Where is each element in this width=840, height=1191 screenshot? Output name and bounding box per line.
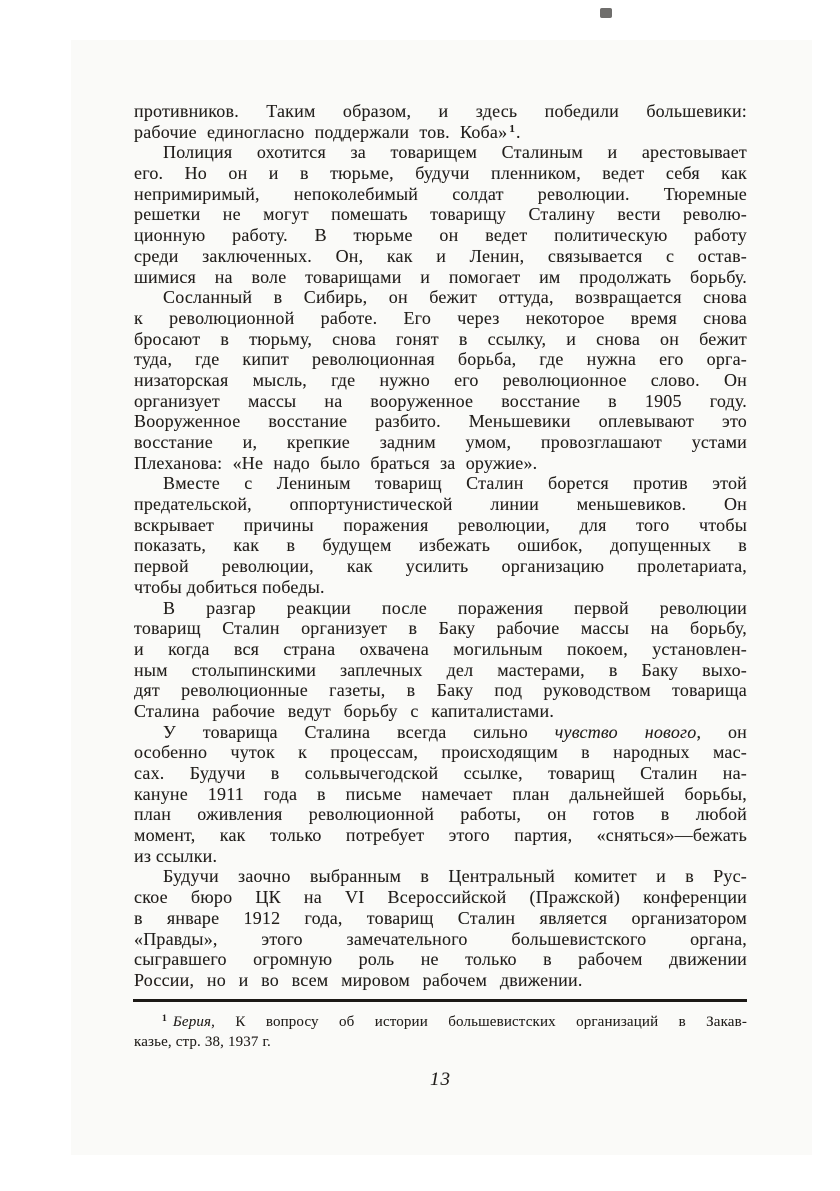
text-segment: Вооруженное восстание разбито. Меньшевики оплевывают это: [134, 411, 747, 432]
text-segment: и когда вся страна охвачена могильным покоем, установлен-: [134, 638, 747, 659]
text-segment: бросают в тюрьму, снова гонят в ссылку, и снова он бежит: [134, 328, 747, 349]
text-line: [134, 680, 747, 701]
text-segment: .: [516, 121, 521, 142]
text-line: [134, 866, 747, 887]
text-line: [134, 349, 747, 370]
text-line: [134, 453, 747, 474]
text-segment: вскрывает причины поражения революции, для того чтобы: [134, 514, 747, 535]
text-segment: Полиция охотится за товарищем Сталиным и арестовывает: [163, 142, 747, 163]
text-line: [134, 142, 747, 163]
text-segment: к революционной работе. Его через некоторое время снова: [134, 307, 747, 328]
paragraph: [134, 598, 747, 722]
text-line: [134, 742, 747, 763]
text-line: [134, 929, 747, 950]
text-segment: организует массы на вооруженное восстание в 1905 году.: [134, 390, 747, 411]
text-segment: ционную работу. В тюрьме он ведет политическую работу: [134, 225, 747, 246]
text-line: [134, 701, 747, 722]
text-line: [134, 970, 747, 991]
text-line: [134, 122, 747, 143]
text-segment: России, но и во всем мировом рабочем движении.: [134, 969, 583, 990]
text-segment: его. Но он и в тюрьме, будучи пленником, ведет себя как: [134, 163, 747, 184]
text-segment: Сосланный в Сибирь, он бежит оттуда, возвращается снова: [163, 287, 747, 308]
text-segment: Будучи заочно выбранным в Центральный комитет и в Рус-: [163, 866, 747, 887]
text-segment: первой революции, как усилить организацию пролетариата,: [134, 556, 747, 577]
text-line: [134, 370, 747, 391]
text-line: [134, 908, 747, 929]
text-line: [134, 163, 747, 184]
text-line: [134, 535, 747, 556]
footnote-marker: 1: [162, 1014, 167, 1024]
text-segment: шимися на воле товарищами и помогает им продолжать борьбу.: [134, 266, 747, 287]
text-segment: рабочие единогласно поддержали тов. Коба»: [134, 121, 508, 142]
text-segment: «Правды», этого замечательного большевистского органа,: [134, 928, 747, 949]
paragraph: [134, 101, 747, 142]
text-segment: низаторская мысль, где нужно его революционное слово. Он: [134, 369, 747, 390]
text-line: [134, 287, 747, 308]
text-line: [134, 846, 747, 867]
text-line: [134, 949, 747, 970]
text-line: [134, 722, 747, 743]
text-line: [134, 1033, 747, 1053]
text-line: [134, 618, 747, 639]
italic-text: Берия: [172, 1014, 212, 1030]
text-line: [134, 329, 747, 350]
text-segment: в январе 1912 года, товарищ Сталин является организатором: [134, 907, 747, 928]
text-segment: Плеханова: «Не надо было браться за оружие».: [134, 452, 538, 473]
text-line: [134, 1013, 747, 1033]
scan-artifact-speck: [600, 8, 612, 18]
text-segment: показать, как в будущем избежать ошибок, допущенных в: [134, 535, 747, 556]
text-segment: из ссылки.: [134, 845, 218, 866]
text-segment: противников. Таким образом, и здесь победили большевики:: [134, 101, 747, 121]
paragraph: [134, 473, 747, 597]
text-line: [134, 577, 747, 598]
text-line: [134, 184, 747, 205]
text-line: [134, 225, 747, 246]
text-line: [134, 784, 747, 805]
paragraph: [134, 142, 747, 287]
text-segment: казье, стр. 38, 1937 г.: [134, 1033, 271, 1050]
text-line: [134, 308, 747, 329]
text-segment: дят революционные газеты, в Баку под руководством товарища: [134, 680, 747, 701]
page-number: 13: [430, 1069, 451, 1090]
text-line: [134, 887, 747, 908]
text-line: [134, 804, 747, 825]
text-line: [134, 598, 747, 619]
text-segment: У товарища Сталина всегда сильно: [163, 721, 555, 742]
text-segment: Сталина рабочие ведут борьбу с капиталистами.: [134, 700, 555, 721]
text-segment: решетки не могут помешать товарищу Сталину вести револю-: [134, 204, 747, 225]
text-line: [134, 204, 747, 225]
text-line: [134, 639, 747, 660]
text-line: [134, 515, 747, 536]
text-segment: сыгравшего огромную роль не только в рабочем движении: [134, 949, 747, 970]
text-segment: восстание и, крепкие задним умом, провозглашают устами: [134, 432, 747, 452]
text-segment: , он: [696, 721, 747, 742]
text-line: [134, 494, 747, 515]
text-segment: план оживления революционной работы, он готов в любой: [134, 804, 747, 825]
footnote-rule: [133, 999, 747, 1002]
text-line: [134, 101, 747, 122]
text-segment: товарищ Сталин организует в Баку рабочие массы на борьбу,: [134, 618, 747, 639]
text-line: [134, 660, 747, 681]
text-line: [134, 267, 747, 288]
text-segment: ным столыпинскими заплечных дел мастерами, в Баку выхо-: [134, 659, 747, 680]
text-line: [134, 411, 747, 432]
paragraph: [134, 287, 747, 473]
text-segment: непримиримый, непоколебимый солдат революции. Тюремные: [134, 183, 747, 204]
text-line: [134, 391, 747, 412]
text-segment: туда, где кипит революционная борьба, где нужна его орга-: [134, 349, 747, 370]
text-line: [134, 763, 747, 784]
text-line: [134, 825, 747, 846]
footnote-marker: 1: [509, 122, 516, 135]
text-segment: Вместе с Лениным товарищ Сталин борется против этой: [163, 473, 747, 494]
text-line: [134, 246, 747, 267]
text-segment: момент, как только потребует этого партия, «сняться»—бежать: [134, 825, 747, 846]
italic-text: чувство нового: [554, 721, 697, 742]
text-segment: сах. Будучи в сольвычегодской ссылке, товарищ Сталин на-: [134, 763, 747, 783]
text-line: [134, 556, 747, 577]
footnote: [134, 1013, 747, 1052]
text-segment: предательской, оппортунистической линии меньшевиков. Он: [134, 494, 747, 515]
body-text: [134, 101, 747, 991]
text-segment: В разгар реакции после поражения первой революции: [163, 597, 747, 618]
text-segment: среди заключенных. Он, как и Ленин, связывается с остав-: [134, 245, 747, 266]
text-segment: особенно чуток к процессам, происходящим в народных мас-: [134, 742, 747, 763]
text-line: [134, 432, 747, 453]
text-segment: , К вопросу об истории большевистских организаций в Закав-: [211, 1014, 747, 1030]
text-line: [134, 473, 747, 494]
paragraph: [134, 722, 747, 867]
text-segment: кануне 1911 года в письме намечает план дальнейшей борьбы,: [134, 783, 747, 804]
paragraph: [134, 866, 747, 990]
text-segment: ское бюро ЦК на VI Всероссийской (Пражской) конференции: [134, 887, 747, 908]
text-segment: чтобы добиться победы.: [134, 576, 325, 597]
